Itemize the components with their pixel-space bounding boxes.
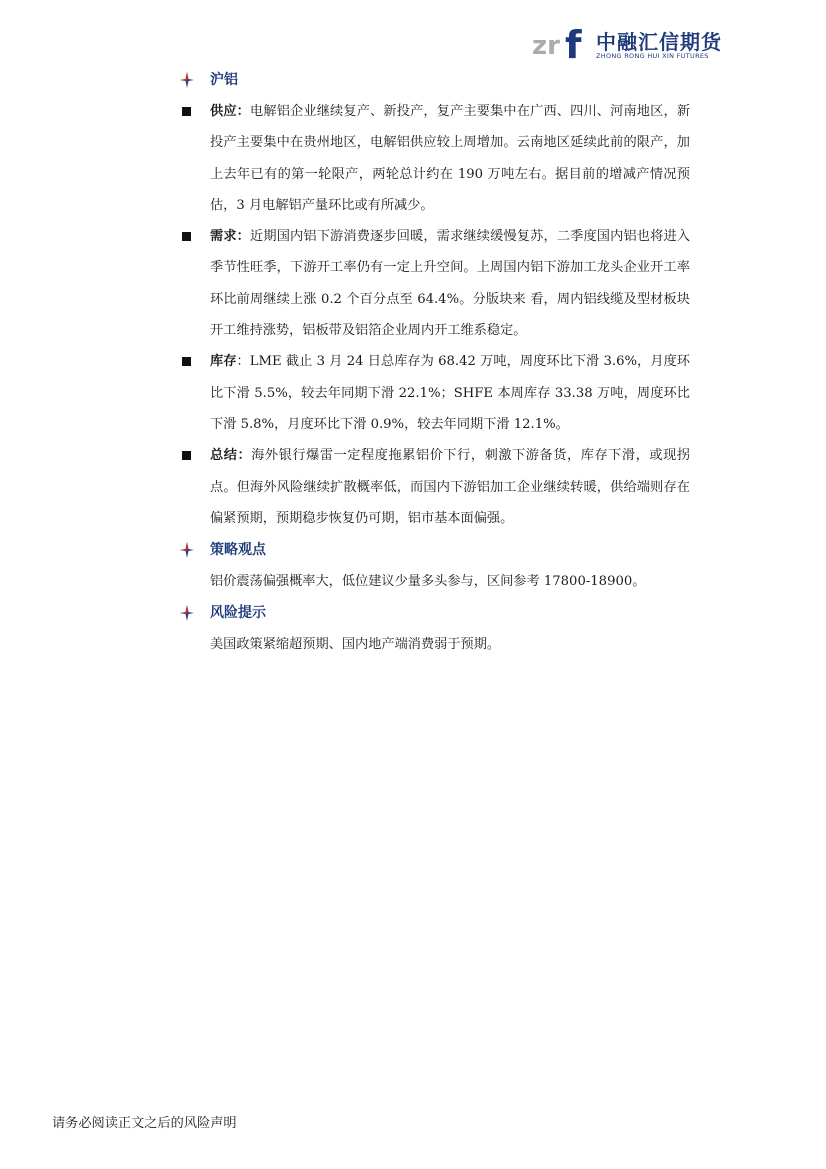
square-bullet-icon [182,451,191,460]
svg-text:zr: zr [532,31,560,61]
section-heading-aluminum [180,64,690,96]
star-bullet-icon [180,72,194,88]
square-bullet-icon [182,357,191,366]
report-body [180,64,690,660]
paragraph-demand [180,221,690,346]
logo-english-name: ZHONG RONG HUI XIN FUTURES [596,52,709,60]
paragraph-text: 海外银行爆雷一定程度拖累铝价下行，刺激下游备货，库存下滑，或现拐点。但海外风险继续扩散概率低，而国内下游铝加工企业继续转暖，供给端则存在偏紧预期，预期稳步恢复仍可期，铝市基本面偏强。 [210,448,691,526]
star-bullet-icon [180,542,194,558]
paragraph-supply [180,96,690,221]
zrf-logo-mark [532,20,588,64]
paragraph-inventory [180,346,690,440]
star-bullet-icon [180,605,194,621]
risk-disclaimer-footer: 请务必阅读正文之后的风险声明 [52,1116,237,1131]
paragraph-summary [180,440,690,534]
strategy-text: 铝价震荡偏强概率大，低位建议少量多头参与，区间参考 17800-18900。 [210,574,646,590]
paragraph-text: ：LME 截止 3 月 24 日总库存为 68.42 万吨，周度环比下滑 3.6%，月度环比下滑 5.5%，较去年同期下滑 22.1%；SHFE 本周库存 33.38 万吨，周度环比下滑 5.8%，月度环比下滑 0.9%，较去年同期下滑 12.1%。 [210,354,690,432]
risk-text: 美国政策紧缩超预期、国内地产端消费弱于预期。 [210,637,501,653]
paragraph-text: 近期国内铝下游消费逐步回暖，需求继续缓慢复苏，二季度国内铝也将进入季节性旺季，下游开工率仍有一定上升空间。上周国内铝下游加工龙头企业开工率环比前周继续上涨 0.2 个百分点至 64.4%。分版块来 看，周内铝线缆及型材板块开工维持涨势，铝板带及铝箔企业周内开工维系稳定。 [210,229,691,339]
paragraph-label: 需求： [210,229,251,245]
paragraph-label: 库存 [210,354,237,370]
section-title: 沪铝 [210,72,238,88]
square-bullet-icon [182,232,191,241]
svg-text:f: f [565,23,582,64]
logo-chinese-name: 中融汇信期货 [596,30,722,54]
company-logo [532,20,722,64]
section-title: 风险提示 [210,605,266,622]
square-bullet-icon [182,107,191,116]
paragraph-label: 供应： [210,104,251,119]
section-heading-risk [180,597,690,629]
paragraph-label: 总结： [210,448,252,464]
section-title: 策略观点 [210,542,266,559]
section-heading-strategy [180,534,690,566]
paragraph-text: 电解铝企业继续复产、新投产，复产主要集中在广西、四川、河南地区，新投产主要集中在贵州地区，电解铝供应较上周增加。云南地区延续此前的限产，加上去年已有的第一轮限产，两轮总计约在 190 万吨左右。据目前的增减产情况预估，3 月电解铝产量环比或有所减少。 [210,104,691,213]
